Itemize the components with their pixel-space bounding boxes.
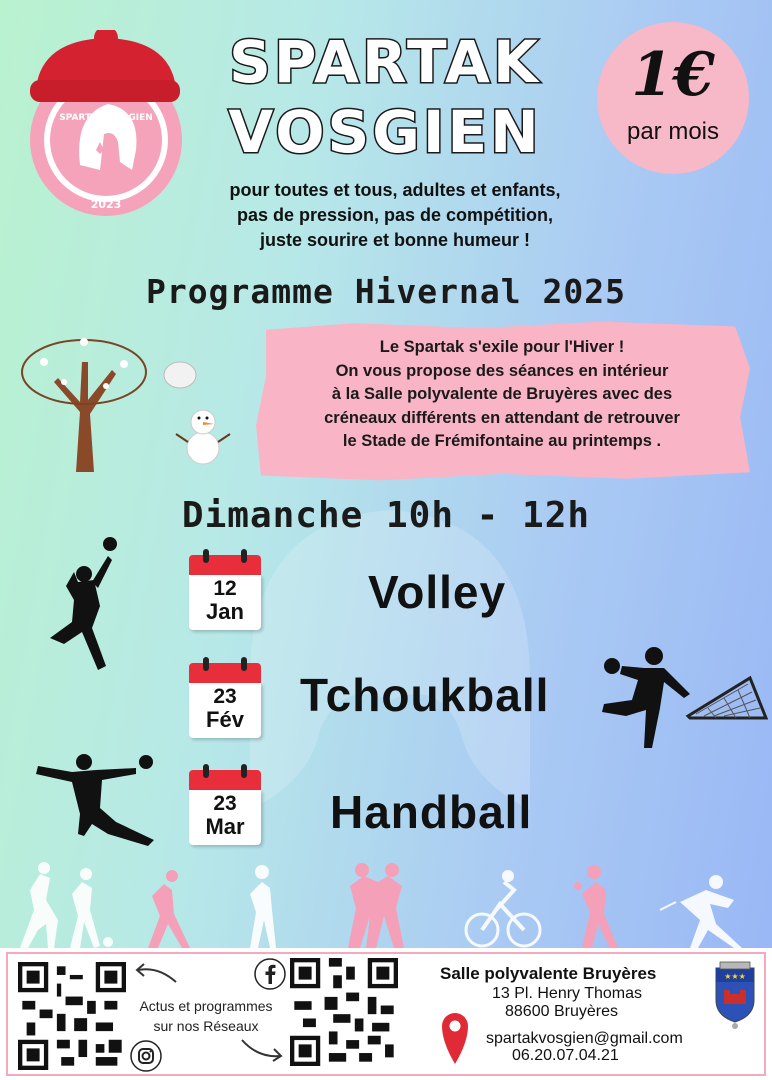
logo-ring-text: SPARTAK VOSGIEN — [59, 113, 153, 123]
notice-line: Le Spartak s'exile pour l'Hiver ! — [379, 338, 625, 356]
volleyball-player-icon — [44, 536, 130, 676]
arrow-left-icon — [134, 962, 178, 986]
session-month: Mar — [205, 814, 245, 839]
title-line-2: VOSGIEN — [228, 98, 542, 166]
session-sport: Tchoukball — [300, 669, 550, 721]
calendar-icon — [189, 555, 261, 630]
session-sport: Handball — [330, 786, 533, 838]
logo-year: 2023 — [90, 198, 122, 211]
tagline — [150, 178, 640, 253]
notice-line: à la Salle polyvalente de Bruyères avec des — [331, 385, 673, 403]
location-pin-icon — [440, 1010, 470, 1066]
session-month: Fév — [206, 707, 244, 732]
session-month: Jan — [206, 599, 244, 624]
program-title: Programme Hivernal 2025 — [146, 272, 626, 311]
notice-line: le Stade de Frémifontaine au printemps . — [342, 432, 662, 450]
instagram-icon[interactable] — [130, 1040, 162, 1072]
calendar-icon — [189, 770, 261, 845]
tagline-line: pas de pression, pas de compétition, — [236, 205, 554, 225]
social-text-line: Actus et programmes — [139, 998, 273, 1014]
session-day: 23 — [213, 792, 237, 815]
contact-phone[interactable]: 06.20.07.04.21 — [512, 1047, 619, 1064]
venue-name: Salle polyvalente Bruyères — [440, 964, 657, 983]
contact-email[interactable]: spartakvosgien@gmail.com — [486, 1030, 683, 1047]
venue-address-1: 13 Pl. Henry Thomas — [492, 985, 642, 1002]
svg-text:★★★: ★★★ — [724, 972, 746, 981]
session-sport: Volley — [368, 566, 507, 618]
handball-player-icon — [36, 752, 160, 848]
price-badge — [597, 22, 749, 174]
price-amount: 1€ — [631, 40, 715, 110]
winter-tree-icon — [14, 322, 154, 472]
tagline-line: pour toutes et tous, adultes et enfants, — [229, 180, 561, 200]
qr-code-icon[interactable] — [290, 958, 398, 1066]
calendar-icon — [189, 663, 261, 738]
sports-silhouettes-band — [0, 860, 772, 950]
session-day: 12 — [213, 577, 237, 600]
price-period: par mois — [626, 118, 720, 145]
snowman-icon — [172, 404, 234, 466]
tagline-line: juste sourire et bonne humeur ! — [259, 230, 531, 250]
tchoukball-player-icon — [598, 644, 768, 750]
notice-text — [262, 336, 742, 454]
title-line-1: SPARTAK — [229, 28, 541, 96]
qr-code-icon[interactable] — [18, 962, 126, 1070]
facebook-icon[interactable] — [254, 958, 286, 990]
social-text-line: sur nos Réseaux — [153, 1018, 259, 1034]
coat-of-arms-icon — [712, 960, 758, 1030]
venue-address-2: 88600 Bruyères — [505, 1003, 618, 1020]
arrow-right-icon — [240, 1036, 284, 1062]
notice-line: créneaux différents en attendant de retrouver — [324, 408, 680, 427]
snowball-icon — [162, 360, 198, 390]
notice-line: On vous propose des séances en intérieur — [335, 361, 669, 380]
session-day: 23 — [213, 685, 237, 708]
social-text — [128, 996, 284, 1036]
schedule-title: Dimanche 10h - 12h — [181, 495, 591, 536]
